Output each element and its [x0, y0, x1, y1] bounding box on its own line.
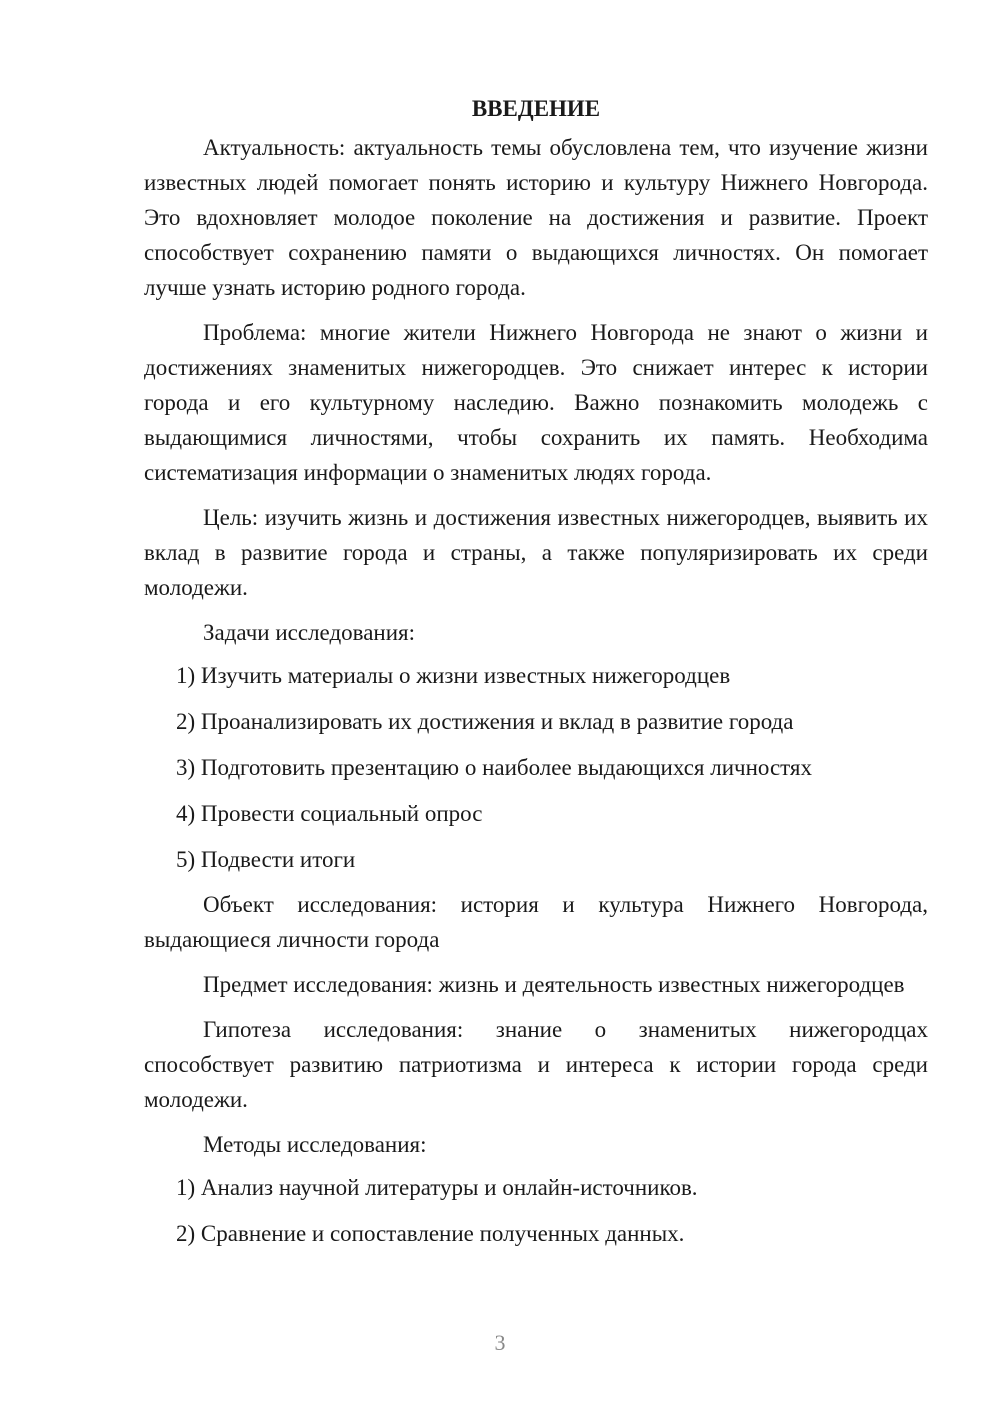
list-item-task-2: 2) Проанализировать их достижения и вклад в развитие города — [176, 709, 794, 734]
list-item-task-4: 4) Провести социальный опрос — [176, 801, 483, 826]
list-item-method-1: 1) Анализ научной литературы и онлайн-источников. — [176, 1175, 698, 1200]
list-item-task-1: 1) Изучить материалы о жизни известных нижегородцев — [176, 663, 731, 688]
paragraph-relevance: Актуальность: актуальность темы обусловлена тем, что изучение жизни известных людей помогает понять историю и культуру Нижнего Новгорода. Это вдохновляет молодое поколение на достижения и развитие. Проект способствует сохранению памяти о выдающихся личностях. Он помогает лучше узнать историю родного города. — [144, 135, 928, 300]
methods-heading: Методы исследования: — [203, 1132, 427, 1157]
paragraph-hypothesis: Гипотеза исследования: знание о знаменитых нижегородцах способствует развитию патриотизма и интереса к истории города среди молодежи. — [144, 1017, 928, 1112]
list-item-method-2: 2) Сравнение и сопоставление полученных данных. — [176, 1221, 685, 1246]
paragraph-object: Объект исследования: история и культура Нижнего Новгорода, выдающиеся личности города — [144, 892, 928, 952]
list-item-task-3: 3) Подготовить презентацию о наиболее выдающихся личностях — [176, 755, 813, 780]
paragraph-subject: Предмет исследования: жизнь и деятельность известных нижегородцев — [203, 972, 905, 997]
paragraph-problem: Проблема: многие жители Нижнего Новгорода не знают о жизни и достижениях знаменитых нижегородцев. Это снижает интерес к истории города и его культурному наследию. Важно познакомить молодежь с выдающимися личностями, чтобы сохранить их память. Необходима систематизация информации о знаменитых людях города. — [144, 320, 928, 485]
page-number: 3 — [494, 1330, 506, 1355]
document-body — [144, 92, 928, 1251]
tasks-heading: Задачи исследования: — [203, 620, 416, 645]
paragraph-goal: Цель: изучить жизнь и достижения известных нижегородцев, выявить их вклад в развитие города и страны, а также популяризировать их среди молодежи. — [144, 505, 928, 600]
page-title: ВВЕДЕНИЕ — [471, 96, 601, 121]
list-item-task-5: 5) Подвести итоги — [176, 847, 356, 872]
